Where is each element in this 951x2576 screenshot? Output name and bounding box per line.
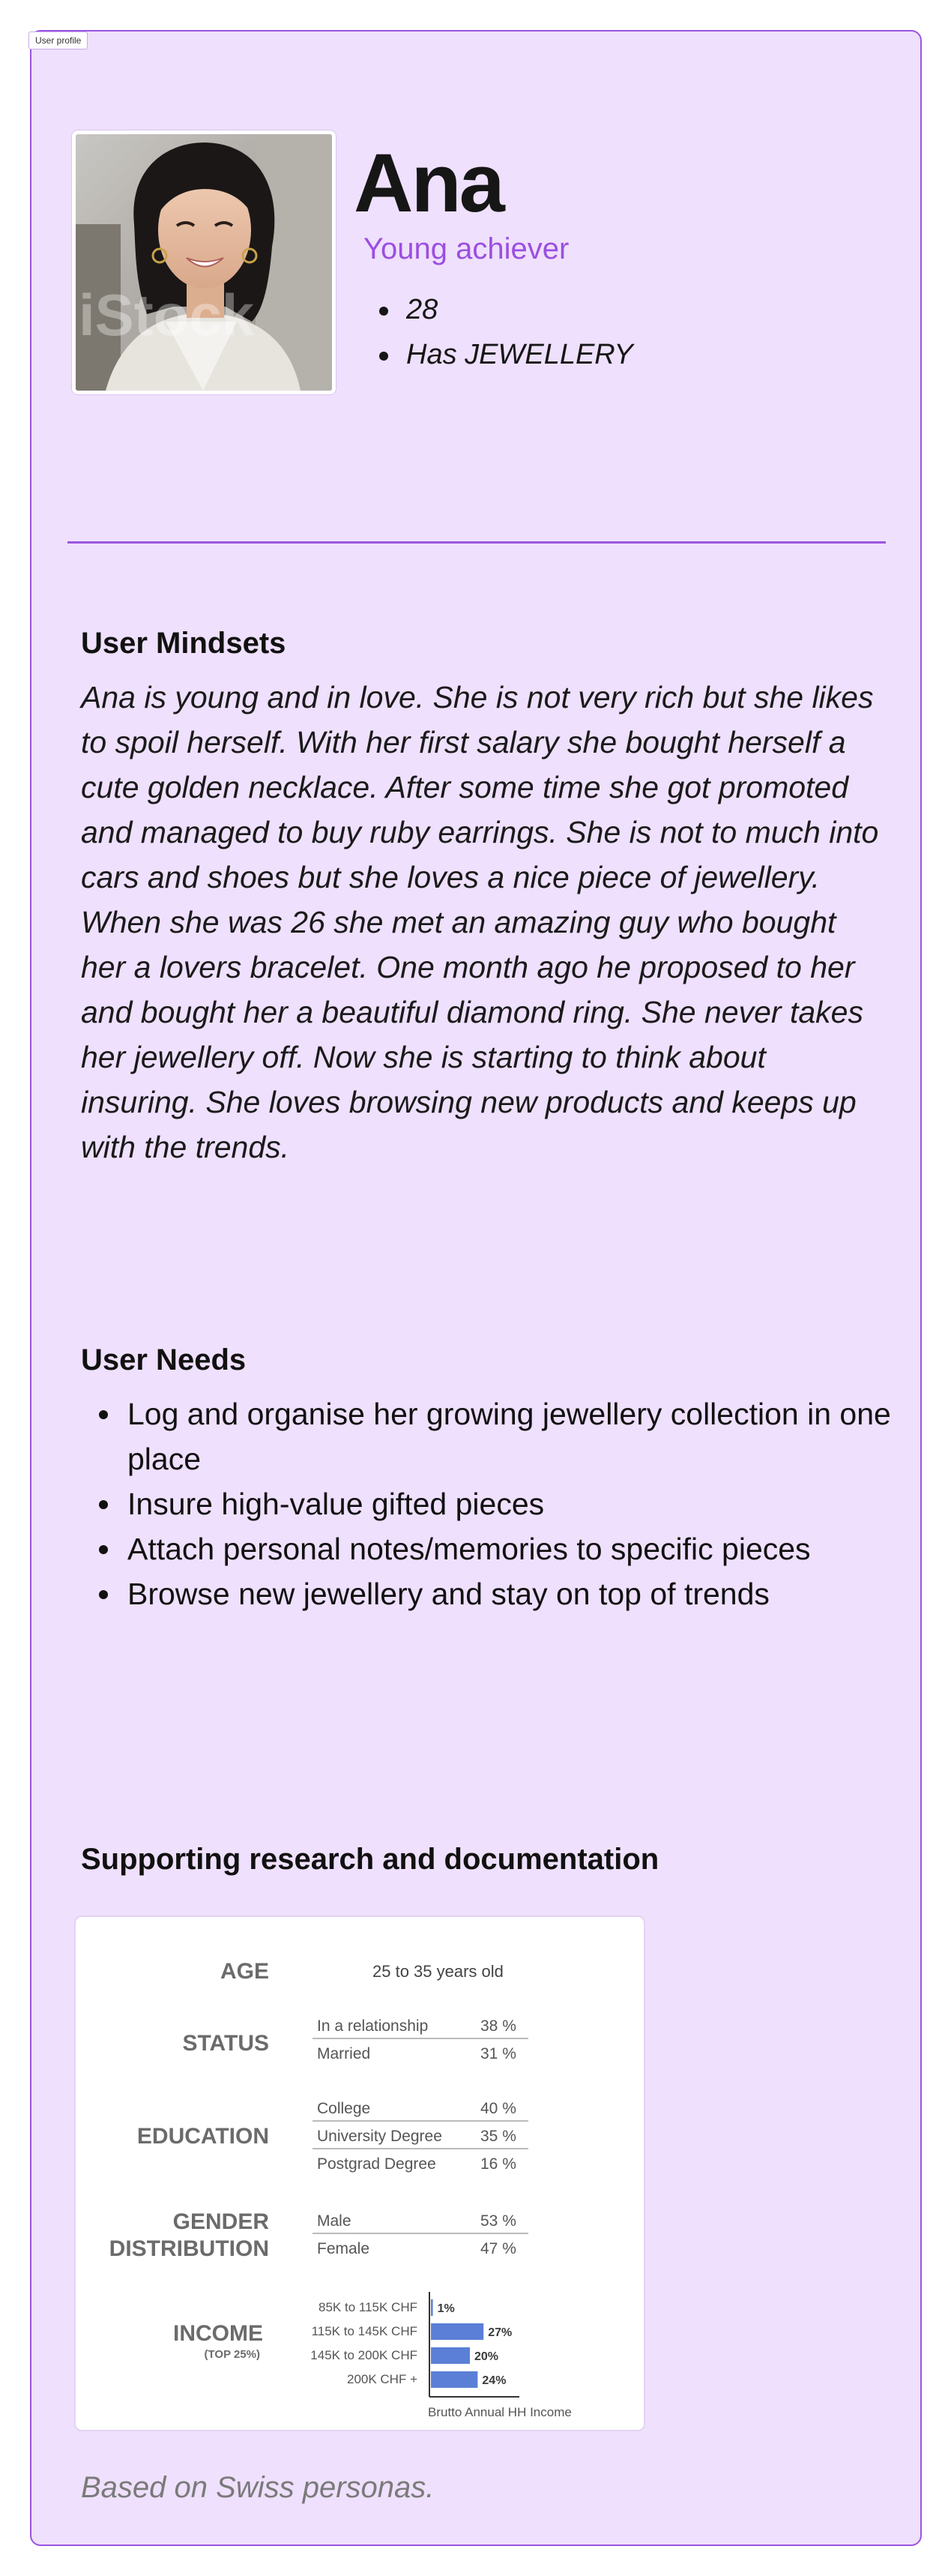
income-bar	[431, 2323, 483, 2340]
frame-label[interactable]: User profile	[28, 31, 88, 49]
status-row-label: In a relationship	[317, 2017, 429, 2035]
education-row-label: Postgrad Degree	[317, 2155, 436, 2173]
need-item: Browse new jewellery and stay on top of trends	[97, 1571, 892, 1616]
education-row-value: 35 %	[480, 2128, 516, 2145]
income-category-label: 145K to 200K CHF	[310, 2348, 417, 2362]
need-item: Insure high-value gifted pieces	[97, 1481, 892, 1526]
education-row-value: 16 %	[480, 2155, 516, 2173]
photo-watermark: iStock	[79, 282, 255, 348]
income-value-label: 1%	[437, 2302, 455, 2315]
fact-age: 28	[375, 287, 633, 332]
status-row-value: 31 %	[480, 2045, 516, 2062]
gender-row-label: Female	[317, 2240, 370, 2257]
need-item: Log and organise her growing jewellery collection in one place	[97, 1391, 892, 1481]
income-bar	[431, 2347, 470, 2364]
income-value-label: 27%	[488, 2326, 513, 2339]
needs-list	[97, 1391, 892, 1616]
status-row-value: 38 %	[480, 2017, 516, 2035]
gender-label: DISTRIBUTION	[109, 2236, 269, 2261]
income-sublabel: (TOP 25%)	[204, 2348, 260, 2361]
persona-subtitle: Young achiever	[363, 232, 570, 265]
gender-label: GENDER	[172, 2209, 269, 2234]
mindsets-heading: User Mindsets	[81, 627, 286, 660]
income-value-label: 24%	[482, 2374, 507, 2387]
education-row-value: 40 %	[480, 2100, 516, 2117]
income-category-label: 115K to 145K CHF	[311, 2324, 417, 2338]
needs-heading: User Needs	[81, 1343, 247, 1376]
income-bar-chart	[310, 2292, 572, 2419]
research-infographic	[74, 1916, 645, 2431]
need-item: Attach personal notes/memories to specific pieces	[97, 1526, 892, 1571]
age-value: 25 to 35 years old	[372, 1962, 504, 1981]
gender-row-value: 53 %	[480, 2212, 516, 2230]
persona-facts	[375, 287, 633, 377]
status-row-label: Married	[317, 2045, 371, 2062]
gender-row-value: 47 %	[480, 2240, 516, 2257]
status-label: STATUS	[182, 2031, 269, 2056]
gender-row-label: Male	[317, 2212, 351, 2230]
income-category-label: 200K CHF +	[346, 2372, 417, 2386]
section-divider	[67, 541, 886, 544]
fact-jewellery: Has JEWELLERY	[375, 332, 633, 377]
education-row-label: University Degree	[317, 2128, 442, 2145]
research-heading: Supporting research and documentation	[81, 1843, 659, 1876]
age-label: AGE	[220, 1959, 269, 1984]
income-value-label: 20%	[474, 2350, 499, 2363]
income-bar	[431, 2299, 433, 2316]
mindsets-paragraph: Ana is young and in love. She is not very rich but she likes to spoil herself. With her first salary she bought herself a cute golden necklace. After some time she got promoted and managed to buy ruby earrings. She is not to much into cars and shoes but she loves a nice piece of jewellery. When she was 26 she met an amazing guy who bought her a lovers bracelet. One month ago he proposed to her and bought her a beautiful diamond ring. She never takes her jewellery off. Now she is starting to think about insuring. She loves browsing new products and keeps up with the trends.	[81, 680, 879, 1164]
education-label: EDUCATION	[136, 2124, 269, 2149]
footer-note: Based on Swiss personas.	[81, 2471, 435, 2504]
income-category-label: 85K to 115K CHF	[318, 2300, 417, 2314]
income-label: INCOME	[173, 2321, 263, 2346]
persona-name: Ana	[354, 137, 503, 229]
avatar-photo	[72, 130, 336, 394]
income-bar	[431, 2371, 477, 2388]
education-row-label: College	[317, 2100, 371, 2117]
income-axis-label: Brutto Annual HH Income	[428, 2405, 572, 2419]
